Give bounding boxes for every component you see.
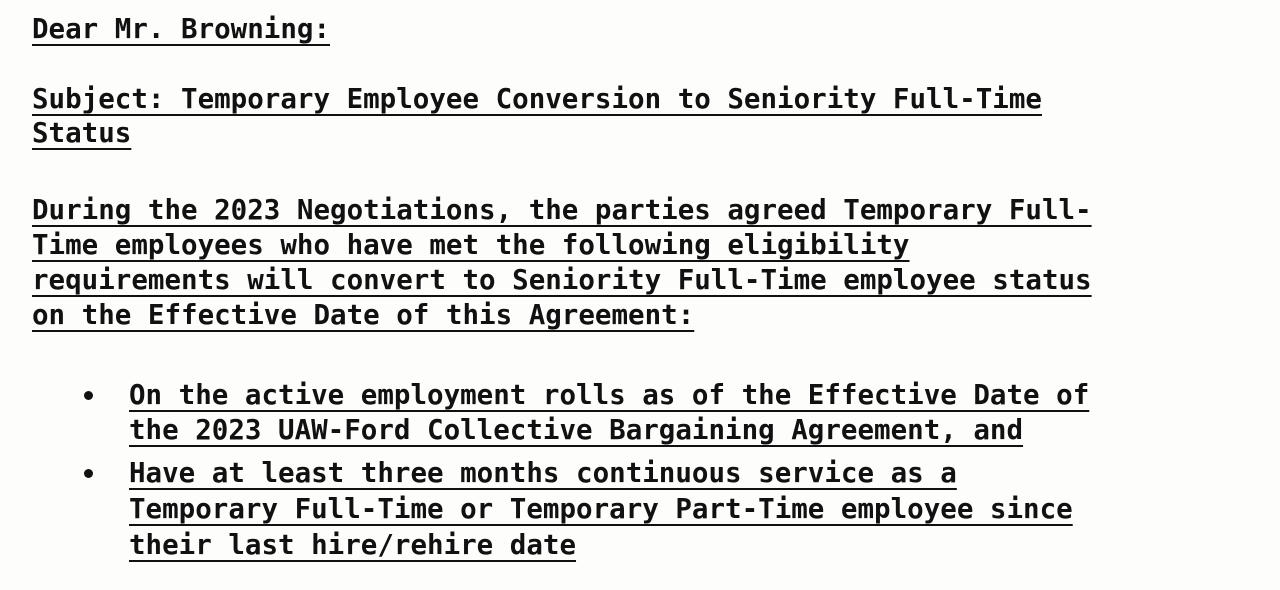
body-line-2: Time employees who have met the following eligibility bbox=[32, 229, 910, 261]
list-item-line: Temporary Full-Time or Temporary Part-Time employee since bbox=[129, 493, 1073, 525]
subject-line-1: Subject: Temporary Employee Conversion to Seniority Full-Time bbox=[32, 83, 1042, 115]
list-item-line: the 2023 UAW-Ford Collective Bargaining Agreement, and bbox=[129, 414, 1024, 446]
salutation: Dear Mr. Browning: bbox=[32, 13, 331, 45]
bullet-icon bbox=[84, 391, 93, 400]
list-item-line: their last hire/rehire date bbox=[129, 529, 577, 561]
body-line-4: on the Effective Date of this Agreement: bbox=[32, 299, 695, 331]
list-item-line: On the active employment rolls as of the Effective Date of bbox=[129, 379, 1090, 411]
list-item-line: Have at least three months continuous service as a bbox=[129, 457, 957, 489]
subject-line-2: Status bbox=[32, 117, 132, 149]
body-line-3: requirements will convert to Seniority Full-Time employee status bbox=[32, 264, 1092, 296]
body-line-1: During the 2023 Negotiations, the parties agreed Temporary Full- bbox=[32, 194, 1092, 226]
bullet-icon bbox=[84, 469, 93, 478]
